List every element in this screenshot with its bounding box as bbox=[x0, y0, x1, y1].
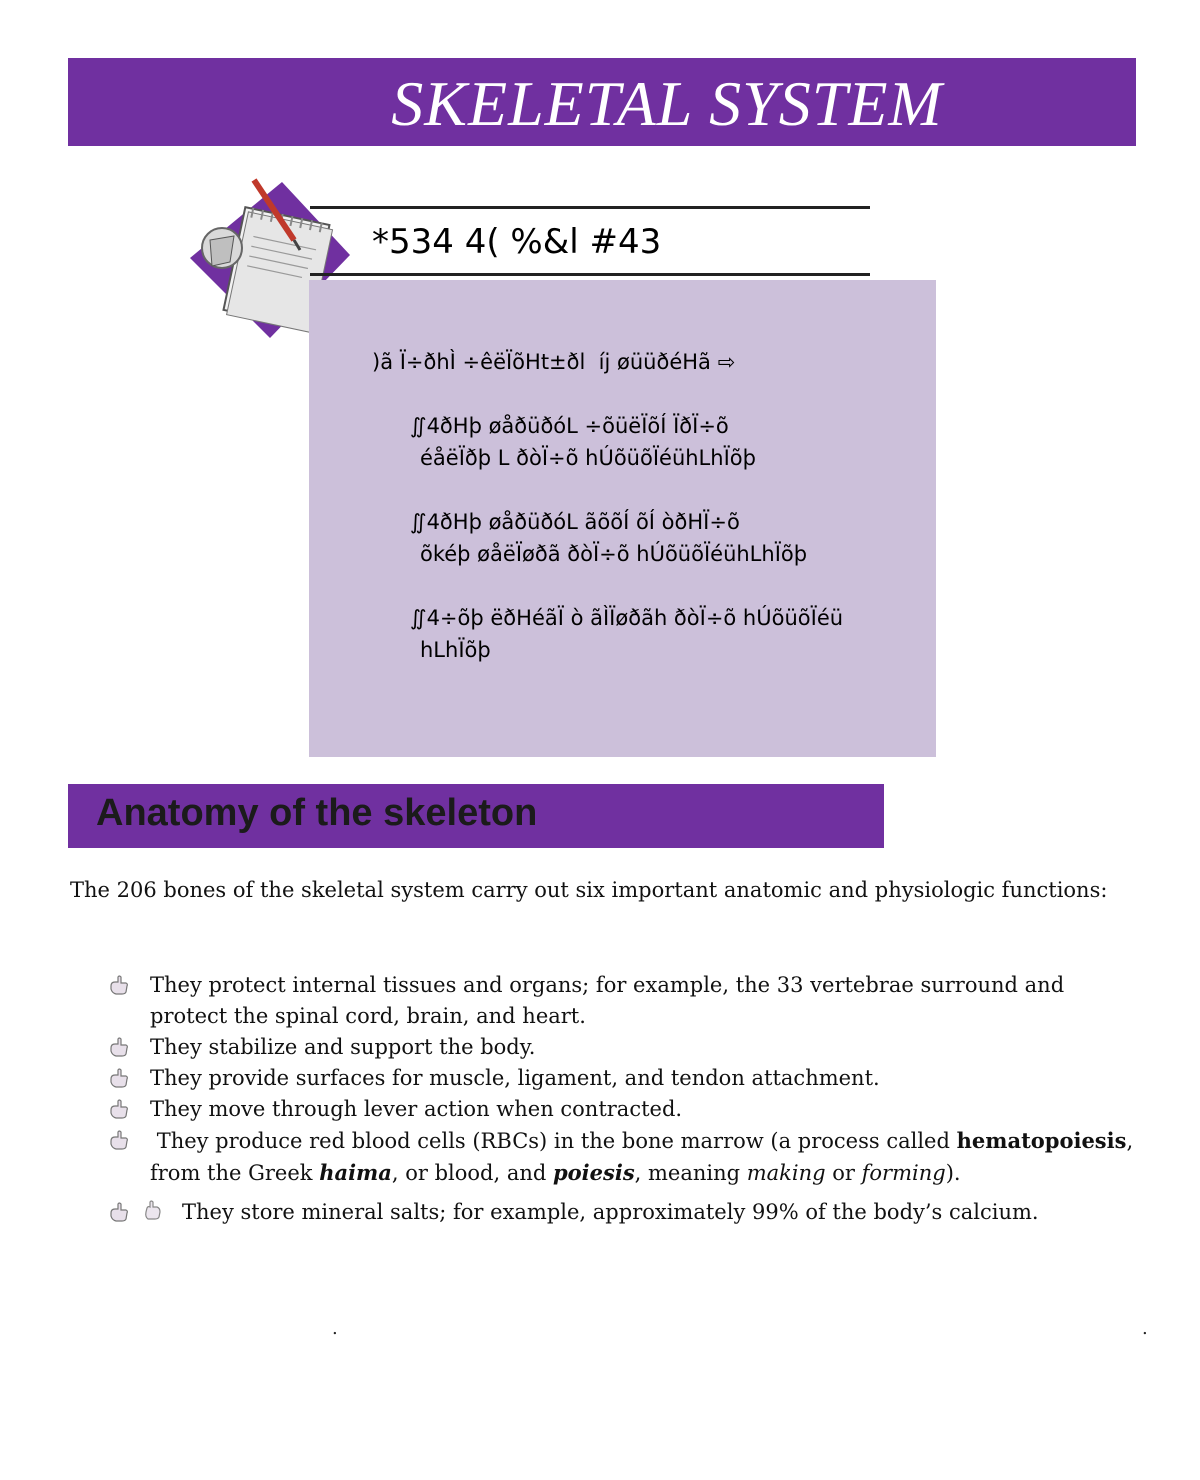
fact-line: ∬4ðHþ øåðüðóL ÷õüëÏõÍ ÏðÏ÷õ bbox=[410, 414, 729, 438]
pointing-hand-icon bbox=[142, 1199, 164, 1221]
pointing-hand-icon bbox=[108, 1036, 130, 1058]
list-item-text: They provide surfaces for muscle, ligament, and tendon attachment. bbox=[150, 1066, 880, 1090]
list-item bbox=[100, 1094, 1140, 1125]
facts-heading: *534 4( %&l #43 bbox=[372, 222, 662, 262]
intro-paragraph: The 206 bones of the skeletal system carry out six important anatomic and physiologic functions: bbox=[70, 878, 1108, 902]
functions-list bbox=[100, 970, 1140, 1228]
fact-line: hLhÏõþ bbox=[420, 638, 491, 662]
list-item bbox=[100, 1125, 1140, 1189]
fact-item bbox=[410, 410, 890, 474]
pointing-hand-icon bbox=[108, 974, 130, 996]
list-item-text: They produce red blood cells (RBCs) in the bone marrow (a process called hematopoiesis, from the Greek haima, or blood, and poiesis, meaning making or forming). bbox=[150, 1128, 1134, 1185]
fact-line: õkéþ øåëÏøðã ðòÏ÷õ hÚõüõÏéühLhÏõþ bbox=[420, 542, 808, 566]
list-item bbox=[100, 970, 1140, 1032]
list-item bbox=[100, 1032, 1140, 1063]
heading-rule-bottom bbox=[310, 273, 870, 276]
fact-line: éåëÏðþ L ðòÏ÷õ hÚõüõÏéühLhÏõþ bbox=[420, 446, 756, 470]
fact-line: ∬4ðHþ øåðüðóL ãõõÍ õÍ òðHÏ÷õ bbox=[410, 510, 740, 534]
pointing-hand-icon bbox=[108, 1201, 130, 1223]
facts-intro: )ã Ï÷ðhÌ ÷êëÏõHt±ðl íj øüüðéHã ⇨ bbox=[372, 350, 736, 374]
page-title: SKELETAL SYSTEM bbox=[391, 68, 943, 139]
heading-rule-top bbox=[310, 206, 870, 209]
section-banner bbox=[68, 784, 884, 848]
pointing-hand-icon bbox=[108, 1067, 130, 1089]
title-banner bbox=[68, 58, 1136, 146]
list-item bbox=[100, 1063, 1140, 1094]
fact-line: ∬4÷õþ ëðHéãÏ ò ãÌÏøðãh ðòÏ÷õ hÚõüõÏéü bbox=[410, 606, 844, 630]
fact-item bbox=[410, 602, 890, 666]
fact-item bbox=[410, 506, 890, 570]
list-item-text: They store mineral salts; for example, approximately 99% of the body’s calcium. bbox=[182, 1200, 1039, 1224]
list-item-text: They protect internal tissues and organs; for example, the 33 vertebrae surround and protect the spinal cord, brain, and heart. bbox=[150, 973, 1065, 1028]
section-title: Anatomy of the skeleton bbox=[96, 792, 538, 834]
list-item bbox=[100, 1197, 1140, 1228]
list-item-text: They move through lever action when contracted. bbox=[150, 1097, 683, 1121]
pointing-hand-icon bbox=[108, 1098, 130, 1120]
list-item-text: They stabilize and support the body. bbox=[150, 1035, 536, 1059]
pointing-hand-icon bbox=[108, 1129, 130, 1151]
footer-dot: . bbox=[1142, 1318, 1148, 1339]
footer-dot: . bbox=[332, 1318, 338, 1339]
